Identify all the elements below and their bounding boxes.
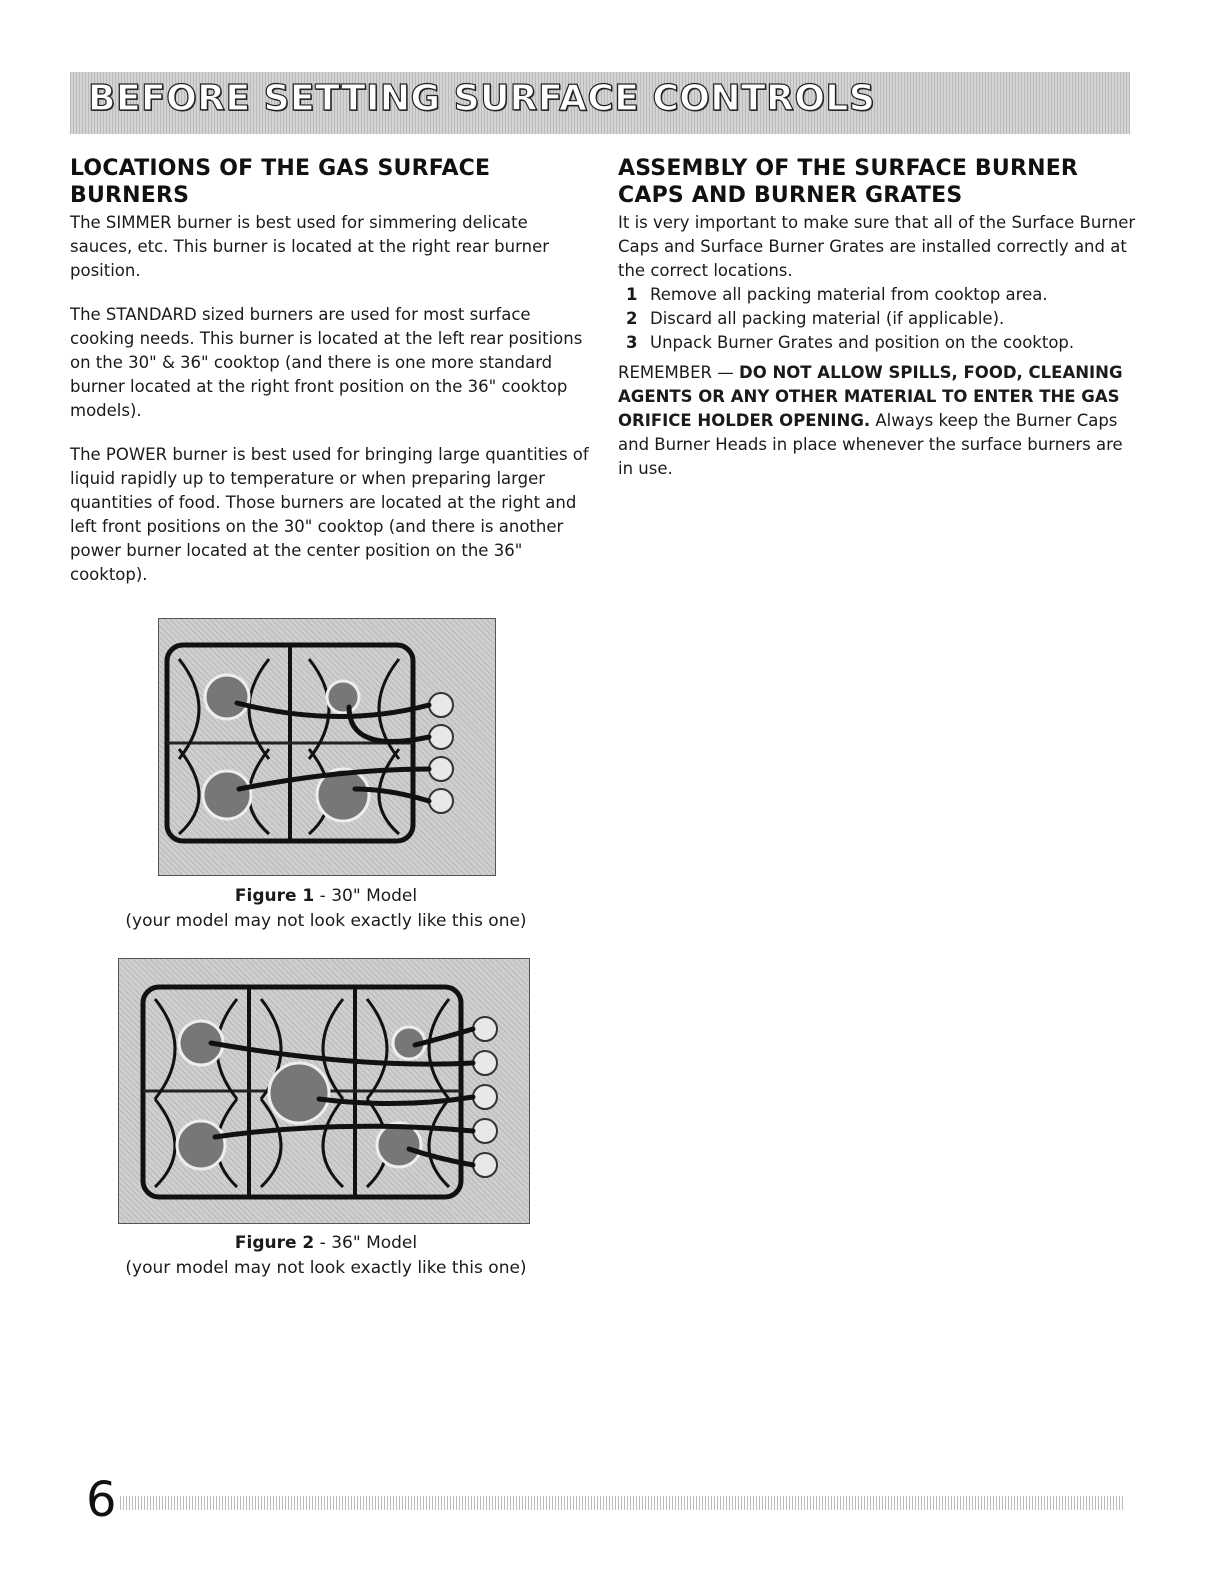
step-text: Discard all packing material (if applicable). xyxy=(650,309,1005,328)
figure-1-caption xyxy=(96,884,556,934)
remember-bold-warning: DO NOT ALLOW SPILLS, FOOD, CLEANING AGENTS OR ANY OTHER MATERIAL TO ENTER THE GAS ORIFICE HOLDER OPENING. xyxy=(618,363,1123,430)
figure-1-image xyxy=(158,618,496,876)
figure-2-label: Figure 2 xyxy=(234,1233,315,1253)
page-number: 6 xyxy=(86,1472,117,1528)
standard-paragraph: The STANDARD sized burners are used for most surface cooking needs. This burner is located at the left rear positions on the 30" & 36" cooktop (and there is one more standard burner located at the right front position on the 36" cooktop models). xyxy=(70,305,583,420)
figure-2-image xyxy=(118,958,530,1224)
remember-label: REMEMBER — xyxy=(618,363,734,382)
step-text: Remove all packing material from cooktop area. xyxy=(650,285,1048,304)
remember-text: Always keep the Burner Caps and Burner Heads in place whenever the surface burners are in use. xyxy=(618,411,1123,478)
figure-1-model: - 30" Model xyxy=(314,886,418,906)
power-paragraph: The POWER burner is best used for bringing large quantities of liquid rapidly up to temperature or when preparing larger quantities of food. Those burners are located at the right and left front positions on the 30" cooktop (and there is another power burner located at the center position on the 36" cooktop). xyxy=(70,445,589,584)
step-item xyxy=(626,307,1138,331)
burner-locations-heading: LOCATIONS OF THE GAS SURFACE BURNERS xyxy=(70,156,491,208)
assembly-heading: ASSEMBLY OF THE SURFACE BURNER CAPS AND BURNER GRATES xyxy=(618,156,1079,208)
assembly-steps xyxy=(618,283,1138,355)
cooktop-30-illustration xyxy=(159,619,495,875)
step-item xyxy=(626,331,1138,355)
left-column xyxy=(70,155,590,607)
step-item xyxy=(626,283,1138,307)
figure-1-note: (your model may not look exactly like this one) xyxy=(125,911,527,931)
simmer-paragraph: The SIMMER burner is best used for simmering delicate sauces, etc. This burner is located at the right rear burner position. xyxy=(70,213,549,280)
page-title: BEFORE SETTING SURFACE CONTROLS xyxy=(88,78,876,119)
step-number: 3 xyxy=(626,333,638,352)
figure-1-title xyxy=(96,884,556,909)
remember-warning xyxy=(618,361,1138,481)
figure-2-title xyxy=(96,1231,556,1256)
cooktop-36-illustration xyxy=(119,959,529,1223)
step-text: Unpack Burner Grates and position on the cooktop. xyxy=(650,333,1075,352)
footer-rule xyxy=(120,1496,1125,1510)
figure-2-model: - 36" Model xyxy=(314,1233,418,1253)
step-number: 2 xyxy=(626,309,638,328)
step-number: 1 xyxy=(626,285,638,304)
figure-2-note: (your model may not look exactly like this one) xyxy=(125,1258,527,1278)
figure-1-label: Figure 1 xyxy=(234,886,315,906)
assembly-intro: It is very important to make sure that all of the Surface Burner Caps and Surface Burner Grates are installed correctly and at the correct locations. xyxy=(618,213,1136,280)
section-banner xyxy=(70,72,1130,134)
right-column xyxy=(618,155,1138,481)
figure-2-caption xyxy=(96,1231,556,1281)
